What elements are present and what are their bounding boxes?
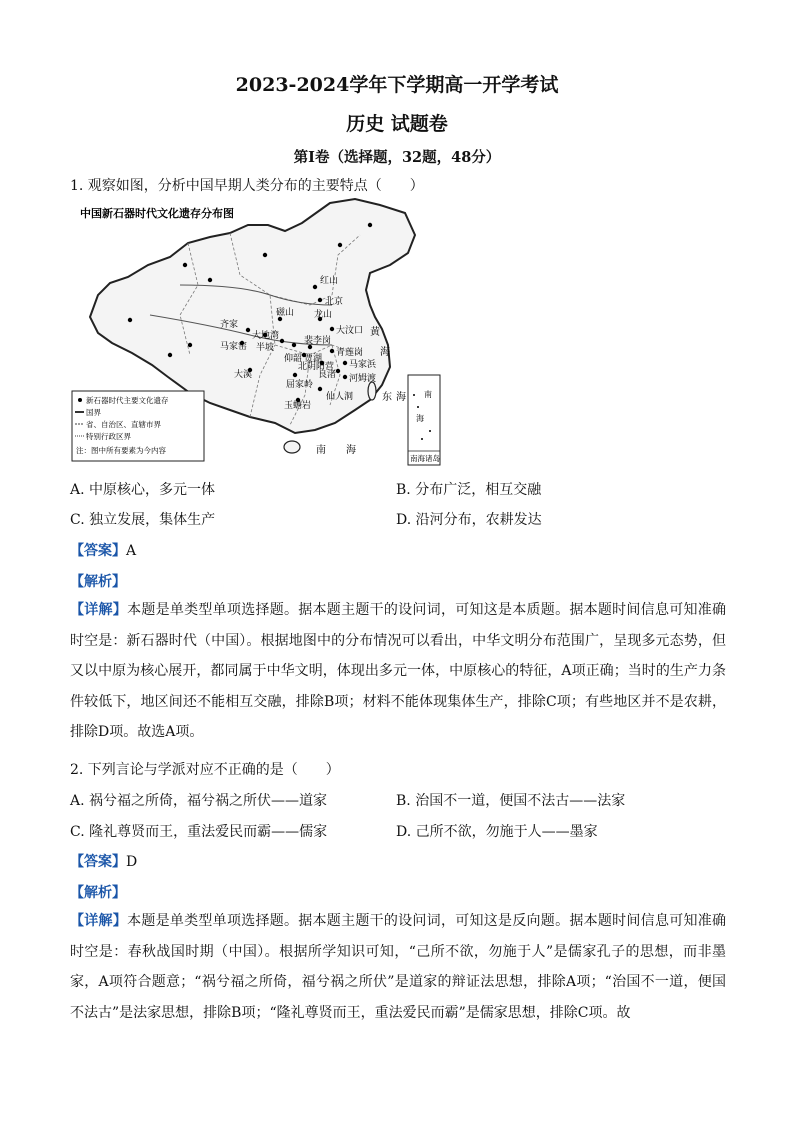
analysis-tag: 【解析】	[70, 574, 126, 590]
answer-tag: 【答案】	[70, 543, 126, 559]
site-label: 龙山	[314, 310, 333, 320]
answer-tag: 【答案】	[70, 854, 126, 870]
legend-sar: 特别行政区界	[86, 432, 131, 441]
neolithic-culture-map	[70, 195, 442, 467]
analysis-tag: 【解析】	[70, 885, 126, 901]
sea-label: 海	[380, 347, 390, 358]
q1-analysis-tag	[70, 571, 126, 591]
legend-province: 省、自治区、直辖市界	[86, 420, 161, 429]
site-label: 马家窑	[220, 342, 248, 352]
sea-label: 南	[316, 445, 326, 456]
site-label: 仙人洞	[326, 392, 354, 402]
inset-char: 南	[424, 390, 432, 399]
sea-label: 海	[396, 392, 406, 403]
answer-value: A	[126, 543, 137, 559]
site-label: 贾湖	[304, 354, 323, 364]
site-label: 大汶口	[336, 326, 364, 336]
site-label: 北京	[325, 297, 344, 307]
site-label: 玉蟾岩	[284, 401, 312, 411]
map-title: 中国新石器时代文化遗存分布图	[80, 207, 234, 220]
site-label: 仰韶	[284, 354, 303, 364]
q2-detail	[70, 906, 726, 1028]
q1-stem: 1. 观察如图，分析中国早期人类分布的主要特点（ ）	[70, 178, 424, 194]
inset-char: 海	[416, 414, 424, 423]
site-label: 裴李岗	[304, 336, 332, 346]
site-label: 大溪	[234, 370, 253, 380]
site-label: 马家浜	[349, 360, 377, 370]
detail-text: 本题是单类型单项选择题。据本题主题干的设问词，可知这是本质题。据本题时间信息可知准确时空是：新石器时代（中国）。根据地图中的分布情况可以看出，中华文明分布范围广，呈现多元态势，但又以中原为核心展开，都同属于中华文明，体现出多元一体，中原核心的特征，A项正确；当时的生产力条件较低下，地区间还不能相互交融，排除B项；材料不能体现集体生产，排除C项；有些地区并不是农耕，排除D项。故选A项。	[70, 602, 727, 741]
legend-note: 注：图中所有要素为今内容	[76, 446, 166, 455]
inset-label: 南海诸岛	[410, 454, 440, 463]
legend-sites: 新石器时代主要文化遗存	[86, 396, 169, 405]
site-label: 良渚	[318, 370, 337, 380]
q1-option-a: A. 中原核心，多元一体	[70, 482, 216, 498]
site-label: 屈家岭	[286, 380, 314, 390]
site-label: 红山	[320, 276, 339, 286]
q2-answer	[70, 851, 137, 871]
section-heading: 第Ⅰ卷（选择题，32题，48分）	[293, 149, 501, 166]
q2-stem: 2. 下列言论与学派对应不正确的是（ ）	[70, 762, 340, 778]
q2-option-d: D. 己所不欲，勿施于人——墨家	[396, 824, 598, 840]
site-label: 河姆渡	[349, 374, 377, 384]
q1-detail	[70, 595, 726, 748]
site-label: 青莲岗	[336, 348, 364, 358]
sea-label: 黄	[370, 327, 380, 338]
sea-label: 海	[346, 445, 356, 456]
site-label: 北阴阳营	[298, 362, 335, 372]
q2-option-b: B. 治国不一道，便国不法古——法家	[396, 793, 626, 809]
q1-option-b: B. 分布广泛，相互交融	[396, 482, 542, 498]
exam-subtitle: 历史 试题卷	[346, 113, 448, 135]
site-label: 磁山	[276, 308, 295, 318]
site-label: 大地湾	[252, 331, 280, 341]
q1-option-d: D. 沿河分布，农耕发达	[396, 512, 542, 528]
q2-option-c: C. 隆礼尊贤而王，重法爱民而霸——儒家	[70, 824, 328, 840]
exam-title: 2023-2024学年下学期高一开学考试	[235, 74, 559, 96]
q1-option-c: C. 独立发展，集体生产	[70, 512, 216, 528]
q2-option-a: A. 祸兮福之所倚，福兮祸之所伏——道家	[70, 793, 328, 809]
detail-tag: 【详解】	[70, 602, 128, 618]
q2-analysis-tag	[70, 882, 126, 902]
site-label: 齐家	[220, 320, 239, 330]
q1-answer	[70, 540, 136, 560]
detail-tag: 【详解】	[70, 913, 128, 929]
legend-border: 国界	[86, 408, 101, 417]
detail-text: 本题是单类型单项选择题。据本题主题干的设问词，可知这是反向题。据本题时间信息可知准确时空是：春秋战国时期（中国）。根据所学知识可知，“己所不欲，勿施于人”是儒家孔子的思想，而非墨家，A项符合题意；“祸兮福之所倚，福兮祸之所伏”是道家的辩证法思想，排除A项；“治国不一道，便国不法古”是法家思想，排除B项；“隆礼尊贤而王，重法爱民而霸”是儒家思想，排除C项。故	[70, 913, 727, 1021]
answer-value: D	[126, 854, 138, 870]
site-label: 半坡	[256, 343, 275, 353]
sea-label: 东	[382, 392, 392, 403]
